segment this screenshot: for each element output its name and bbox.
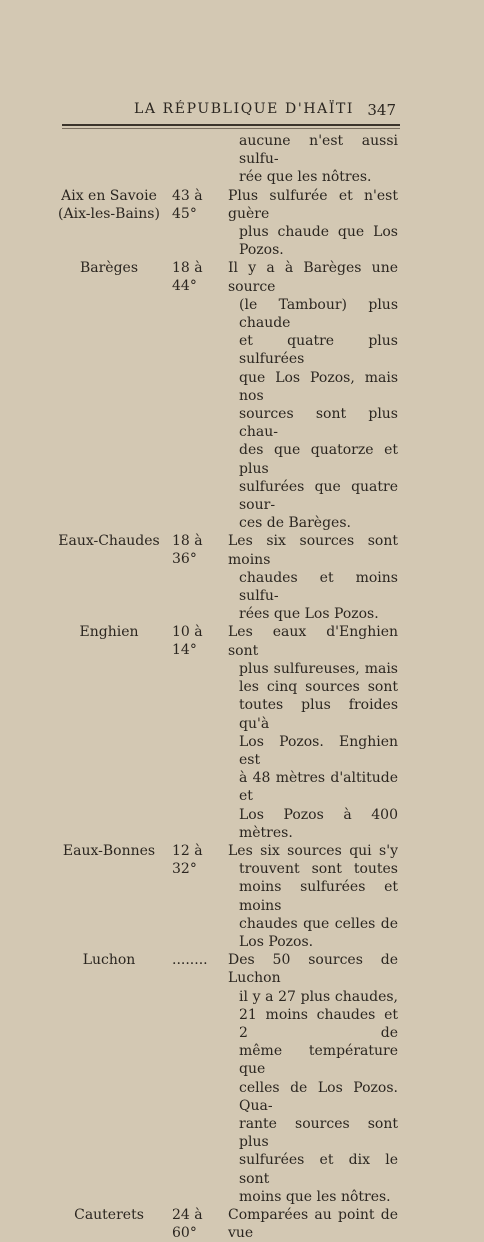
text-line: celles de Los Pozos. Qua- bbox=[239, 1079, 398, 1114]
text-line: Los Pozos à 400 mètres. bbox=[239, 806, 398, 841]
text-line: ces de Barèges. bbox=[239, 515, 351, 532]
text-line: rée que les nôtres. bbox=[239, 169, 372, 186]
spring-description bbox=[228, 623, 398, 841]
spring-entry bbox=[0, 259, 484, 532]
text-line: à 48 mètres d'altitude et bbox=[239, 770, 398, 805]
spring-entry bbox=[0, 623, 484, 841]
text-line: et quatre plus sulfurées bbox=[239, 333, 398, 368]
text-line: moins sulfurées et moins bbox=[239, 879, 398, 914]
text-line: Los Pozos. bbox=[239, 933, 314, 950]
spring-description bbox=[228, 842, 398, 951]
spring-description bbox=[228, 259, 398, 532]
text-line: Pozos. bbox=[239, 242, 284, 259]
text-line: 21 moins chaudes et 2 de bbox=[239, 1006, 398, 1041]
text-line: rées que Los Pozos. bbox=[239, 606, 379, 623]
spring-entry bbox=[0, 842, 484, 951]
text-line: plus sulfureuses, mais bbox=[239, 660, 398, 677]
page-number: 347 bbox=[367, 101, 396, 119]
spring-location bbox=[54, 1206, 164, 1224]
spring-entry bbox=[0, 1206, 484, 1242]
text-line: rante sources sont plus bbox=[239, 1115, 398, 1151]
temperature-range: 12 à 32° bbox=[172, 842, 203, 877]
temperature-range: ........ bbox=[172, 952, 208, 969]
header-rule bbox=[62, 124, 400, 126]
location-line: (Aix-les-Bains) bbox=[58, 205, 160, 222]
running-header bbox=[62, 101, 396, 123]
location-line: Eaux-Chaudes bbox=[58, 533, 160, 550]
spring-description bbox=[228, 532, 398, 623]
text-line: que Los Pozos, mais nos bbox=[239, 369, 398, 404]
header-rule-thin bbox=[62, 128, 400, 129]
text-line: les cinq sources sont bbox=[239, 679, 398, 696]
text-line: il y a 27 plus chaudes, bbox=[239, 988, 398, 1005]
text-line: sulfurées que quatre sour- bbox=[239, 478, 398, 514]
spring-description bbox=[228, 187, 398, 260]
spring-location bbox=[54, 532, 164, 550]
location-line: Cauterets bbox=[74, 1206, 144, 1223]
text-line: sulfurées et dix le sont bbox=[239, 1152, 398, 1187]
temperature-range: 18 à 36° bbox=[172, 533, 203, 568]
spring-location bbox=[54, 842, 164, 860]
spring-entry bbox=[0, 187, 484, 260]
text-line: Des 50 sources de Luchon bbox=[228, 952, 398, 987]
text-line: toutes plus froides qu'à bbox=[239, 697, 398, 732]
spring-comparison-table bbox=[0, 132, 484, 1242]
text-line: Comparées au point de vue bbox=[228, 1206, 398, 1242]
spring-location bbox=[54, 623, 164, 641]
temperature-range: 24 à 60° bbox=[172, 1206, 203, 1241]
text-line: des que quatorze et plus bbox=[239, 442, 398, 477]
spring-location bbox=[54, 259, 164, 277]
text-line: (le Tambour) plus chaude bbox=[239, 296, 398, 332]
spring-entry bbox=[0, 951, 484, 1206]
temperature-range: 43 à 45° bbox=[172, 187, 203, 222]
location-line: Eaux-Bonnes bbox=[62, 842, 156, 859]
spring-location bbox=[54, 187, 164, 223]
location-line: Luchon bbox=[82, 952, 136, 969]
spring-description bbox=[228, 1206, 398, 1242]
text-line: Les six sources sont moins bbox=[228, 533, 398, 568]
temperature-range: 10 à 14° bbox=[172, 624, 203, 659]
text-line: aucune n'est aussi sulfu- bbox=[239, 133, 398, 168]
text-line: trouvent sont toutes bbox=[239, 861, 398, 878]
text-line: Los Pozos. Enghien est bbox=[239, 733, 398, 768]
spring-entry bbox=[0, 532, 484, 623]
text-line: moins que les nôtres. bbox=[239, 1188, 391, 1205]
text-line: sources sont plus chau- bbox=[239, 406, 398, 441]
text-line: Il y a à Barèges une source bbox=[228, 260, 398, 295]
text-line: chaudes et moins sulfu- bbox=[239, 569, 398, 605]
running-title: LA RÉPUBLIQUE D'HAÏTI bbox=[134, 101, 355, 117]
spring-location bbox=[54, 951, 164, 969]
continuation-entry bbox=[0, 132, 484, 187]
location-line: Enghien bbox=[79, 624, 139, 641]
text-line: chaudes que celles de bbox=[239, 915, 398, 932]
location-line: Barèges bbox=[79, 260, 139, 277]
spring-description bbox=[228, 951, 398, 1206]
continuation-text bbox=[228, 132, 398, 187]
text-line: Les eaux d'Enghien sont bbox=[228, 624, 398, 659]
text-line: Les six sources qui s'y bbox=[228, 842, 398, 859]
text-line: même température que bbox=[239, 1043, 398, 1078]
location-line: Aix en Savoie bbox=[61, 187, 157, 204]
text-line: Plus sulfurée et n'est guère bbox=[228, 187, 398, 222]
temperature-range: 18 à 44° bbox=[172, 260, 203, 295]
text-line: plus chaude que Los bbox=[239, 224, 398, 241]
